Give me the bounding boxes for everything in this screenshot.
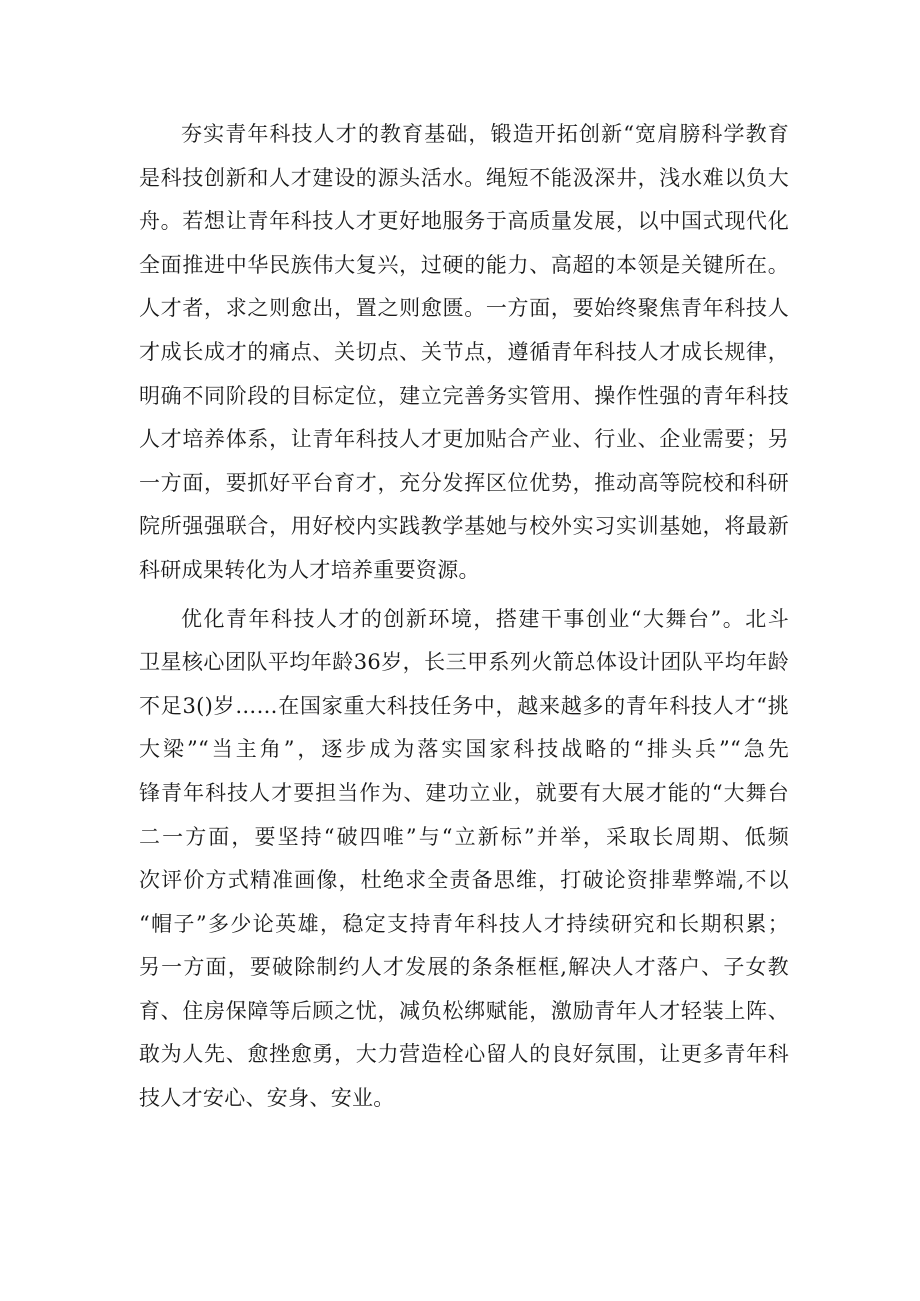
text-line: 优化青年科技人才的创新环境，搭建干事创业“大舞台”。北斗 bbox=[181, 606, 789, 631]
paragraph-education-foundation bbox=[139, 113, 789, 593]
text-line: 明确不同阶段的目标定位，建立完善务实管用、操作性强的青年科技 bbox=[139, 383, 789, 408]
text-line: 全面推进中华民族伟大复兴，过硬的能力、高超的本领是关键所在。 bbox=[139, 252, 789, 277]
text-line: 舟。若想让青年科技人才更好地服务于高质量发展，以中国式现代化 bbox=[139, 209, 789, 234]
text-line: 技人才安心、安身、安业。 bbox=[139, 1086, 395, 1111]
text-line: 另一方面，要破除制约人才发展的条条框框,解决人才落户、子女教 bbox=[139, 955, 789, 980]
text-line: 卫星核心团队平均年龄36岁，长三甲系列火箭总体设计团队平均年龄 bbox=[139, 650, 789, 675]
text-line: 人才者，求之则愈出，置之则愈匮。一方面，要始终聚焦青年科技人 bbox=[139, 296, 789, 321]
text-line: 是科技创新和人才建设的源头活水。绳短不能汲深井，浅水难以负大 bbox=[139, 165, 789, 190]
text-line: “帽子”多少论英雄，稳定支持青年科技人才持续研究和长期积累； bbox=[139, 911, 789, 936]
text-line: 大梁”“当主角”，逐步成为落实国家科技战略的“排头兵”“急先 bbox=[139, 737, 789, 762]
paragraph-innovation-environment bbox=[139, 598, 789, 1121]
text-line: 夯实青年科技人才的教育基础，锻造开拓创新“宽肩膀科学教育 bbox=[181, 122, 789, 146]
text-line: 二一方面，要坚持“破四唯”与“立新标”并举，采取长周期、低频 bbox=[139, 824, 789, 849]
text-line: 人才培养体系，让青年科技人才更加贴合产业、行业、企业需要；另 bbox=[139, 427, 789, 452]
text-line: 敢为人先、愈挫愈勇，大力营造栓心留人的良好氛围，让更多青年科 bbox=[139, 1042, 789, 1067]
text-line: 次评价方式精准画像，杜绝求全责备思维，打破论资排辈弊端,不以 bbox=[139, 868, 789, 893]
text-line: 锋青年科技人才要担当作为、建功立业，就要有大展才能的“大舞台 bbox=[139, 780, 789, 805]
text-line: 育、住房保障等后顾之忧，减负松绑赋能，激励青年人才轻装上阵、 bbox=[139, 998, 789, 1023]
text-line: 科研成果转化为人才培养重要资源。 bbox=[139, 557, 480, 582]
text-line: 院所强强联合，用好校内实践教学基她与校外实习实训基她，将最新 bbox=[139, 514, 789, 539]
document-body bbox=[139, 113, 789, 1126]
text-line: 一方面，要抓好平台育才，充分发挥区位优势，推动高等院校和科研 bbox=[139, 470, 789, 495]
text-line: 才成长成才的痛点、关切点、关节点，遵循青年科技人才成长规律， bbox=[139, 339, 789, 364]
text-line: 不足3()岁……在国家重大科技任务中，越来越多的青年科技人才“挑 bbox=[139, 693, 789, 718]
